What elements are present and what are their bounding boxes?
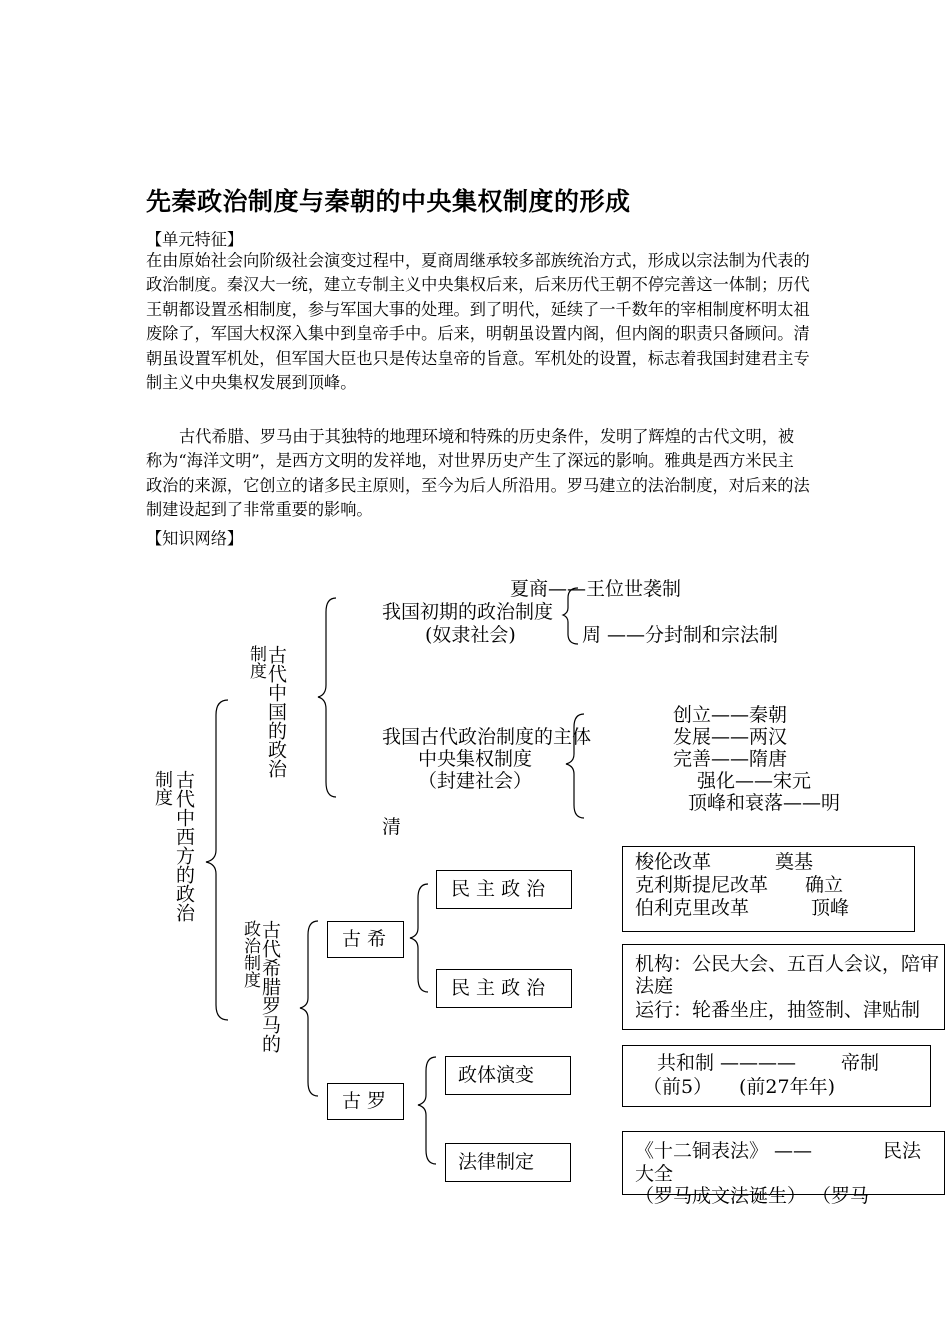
reform-name: 克利斯提尼改革 [635, 874, 769, 896]
empire-text: 帝制 [841, 1052, 880, 1074]
main-cut-text: 清 [382, 816, 402, 838]
greece-box [327, 921, 404, 958]
empire-year: (前27年年) [739, 1076, 836, 1098]
republic-year: （前5） [643, 1076, 713, 1098]
reform-name: 梭伦改革 [635, 851, 712, 873]
main-system-sub2: （封建社会） [418, 770, 533, 792]
brace-root [206, 700, 228, 1020]
rome-label: 古 罗 [342, 1090, 387, 1112]
reform-stage: 顶峰 [811, 897, 850, 919]
institutions-text: 机构：公民大会、五百人会议，陪审法庭 [635, 953, 940, 997]
twelve-tables-text: 《十二铜表法》 —— [635, 1140, 813, 1162]
law-cut-text: （罗马成文法诞生） （罗马 [635, 1185, 870, 1207]
polity-label: 政体演变 [458, 1064, 535, 1086]
reform-stage: 奠基 [775, 851, 814, 873]
root-label-suffix [150, 770, 172, 806]
brace-china [318, 598, 336, 797]
west-label-chars: 古代希腊罗马的 [259, 920, 281, 1053]
brace-rome [418, 1057, 436, 1164]
root-label-chars: 古代中西方的政治 [173, 770, 195, 922]
main-system-title: 我国古代政治制度的主体 [382, 726, 592, 748]
paragraph-2-text: 古代希腊、罗马由于其独特的地理环境和特殊的历史条件，发明了辉煌的古代文明，被称为“海洋文明”，是西方文明的发祥地，对世界历史产生了深远的影响。雅典是西方米民主政治的来源，它创立的诸多民主原则，至今为后人所沿用。罗马建立的法治制度，对后来的法制建设起到了非常重要的影响。 [146, 427, 810, 520]
page-title: 先秦政治制度与秦朝的中央集权制度的形成 [146, 187, 631, 216]
china-label-suffix-chars: 制度 [246, 645, 266, 679]
stage-item: 创立——秦朝 [673, 704, 788, 726]
root-label-suffix-chars: 制度 [152, 770, 173, 806]
china-label-chars: 古代中国的政治 [265, 645, 287, 778]
law-label: 法律制定 [458, 1151, 535, 1173]
corpus-text-2: 大全 [635, 1163, 674, 1185]
polity-detail-box [622, 1045, 931, 1107]
reform-stage: 确立 [805, 874, 844, 896]
stage-item: 发展——两汉 [673, 726, 788, 748]
democracy-label-1: 民 主 政 治 [451, 878, 546, 900]
brace-west [300, 921, 318, 1096]
polity-box [445, 1056, 571, 1095]
corpus-text-1: 民法 [883, 1140, 922, 1162]
main-system-sub1: 中央集权制度 [418, 748, 533, 770]
law-box [445, 1143, 571, 1182]
reform-name: 伯利克里改革 [635, 897, 750, 919]
law-detail-box [622, 1131, 945, 1207]
republic-text: 共和制 ———— [657, 1052, 797, 1074]
early-system-sub: (奴隶社会) [425, 624, 516, 646]
democracy-box-1 [436, 870, 572, 909]
reforms-box [622, 846, 915, 932]
brace-greece [410, 884, 428, 992]
stage-item: 完善——隋唐 [673, 748, 788, 770]
democracy-label-2: 民 主 政 治 [451, 977, 546, 999]
china-label-suffix [244, 645, 266, 679]
greece-label: 古 希 [342, 928, 387, 950]
rome-box [327, 1083, 404, 1120]
paragraph-1-text: 在由原始社会向阶级社会演变过程中，夏商周继承较多部族统治方式，形成以宗法制为代表的政治制度。秦汉大一统，建立专制主义中央集权后来，后来历代王朝不停完善这一体制；历代王朝都设置丞相制度，参与军国大事的处理。到了明代，延续了一千数年的宰相制度杯明太祖废除了，军国大权深入集中到皇帝手中。后来，明朝虽设置内阁，但内阁的职责只备顾问。清朝虽设置军机处，但军国大臣也只是传达皇帝的旨意。军机处的设置，标志着我国封建君主专制主义中央集权发展到顶峰。 [146, 251, 810, 393]
zhou-text: 周 ——分封制和宗法制 [582, 624, 779, 646]
operation-text: 运行：轮番坐庄，抽签制、津贴制 [635, 999, 921, 1021]
xia-shang-text: 夏商——王位世袭制 [510, 578, 682, 600]
stage-item: 顶峰和衰落——明 [688, 792, 841, 814]
root-label [172, 770, 194, 922]
west-label-suffix [238, 920, 260, 988]
democracy-box-2 [436, 969, 572, 1008]
democracy-detail-box [622, 944, 945, 1030]
early-system-title: 我国初期的政治制度 [382, 601, 554, 623]
section-label-network: 【知识网络】 [146, 529, 244, 548]
stage-item: 强化——宋元 [697, 770, 812, 792]
section-label-unit: 【单元特征】 [146, 230, 244, 249]
west-label-suffix-chars: 政治制度 [240, 920, 260, 988]
